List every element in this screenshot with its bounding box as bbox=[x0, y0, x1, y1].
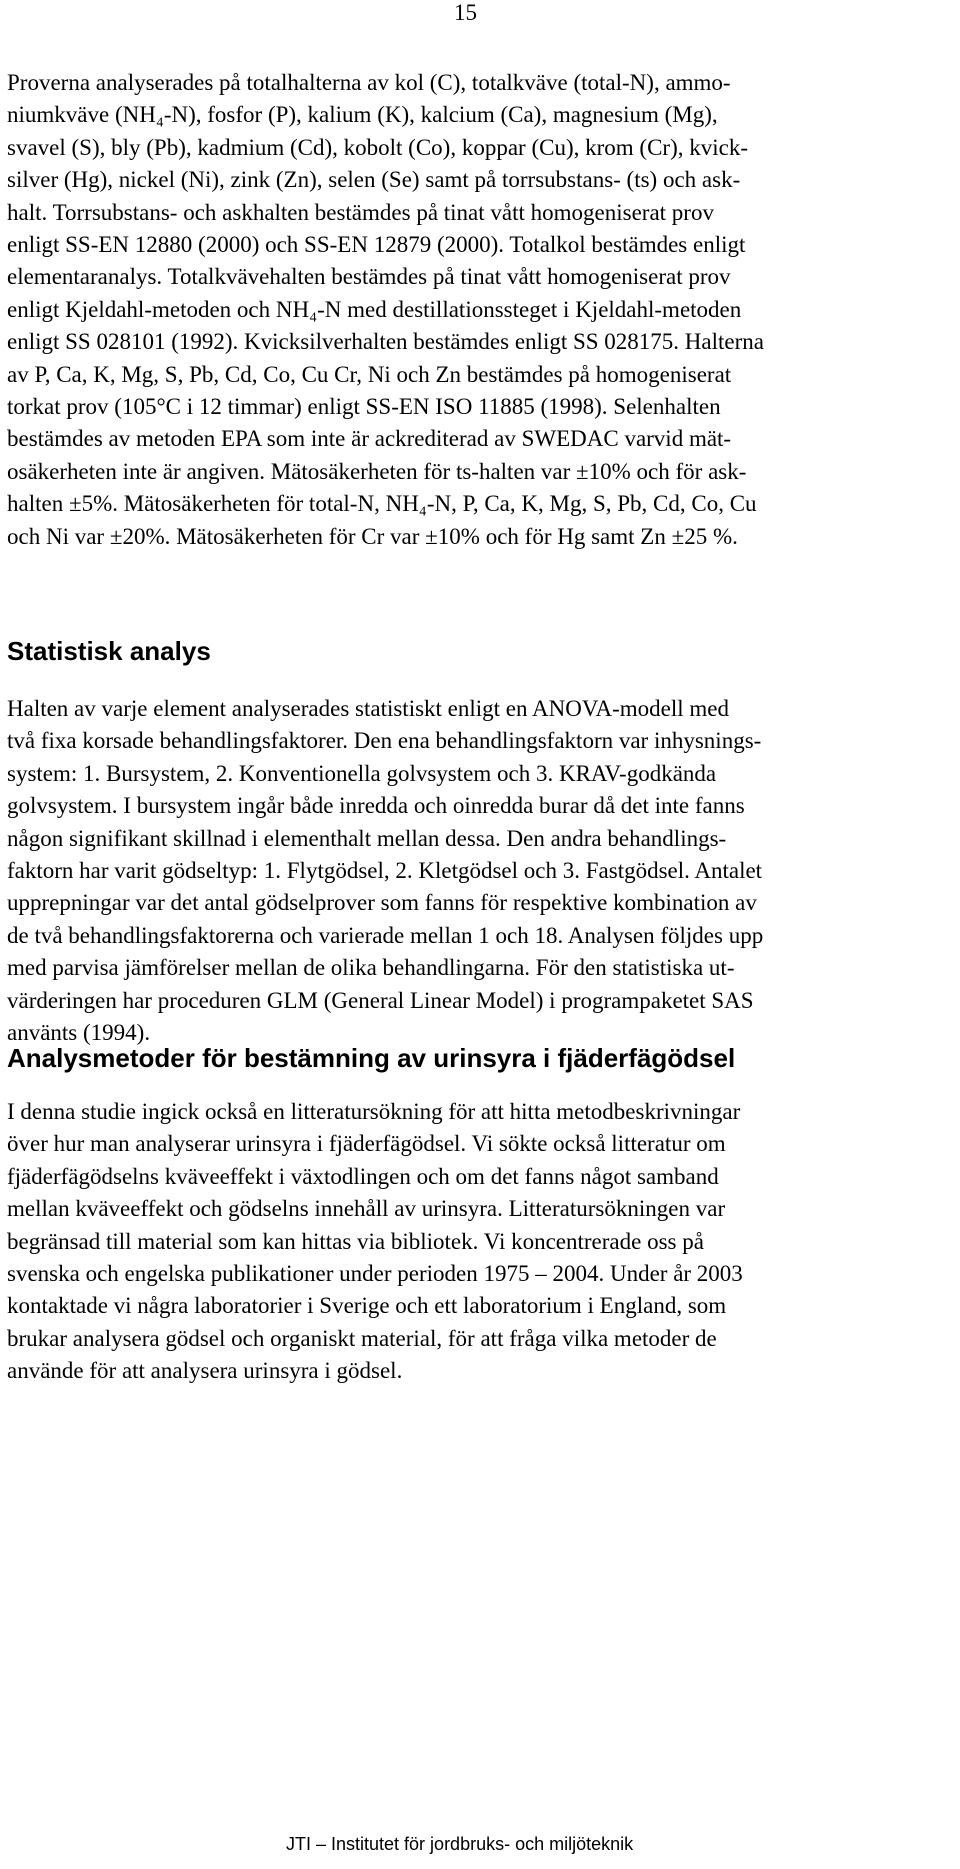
text-line: använde för att analysera urinsyra i gödsel. bbox=[7, 1358, 403, 1384]
text-line: silver (Hg), nickel (Ni), zink (Zn), selen (Se) samt på torrsubstans- (ts) och ask- bbox=[7, 167, 741, 193]
text-line: av P, Ca, K, Mg, S, Pb, Cd, Co, Cu Cr, Ni och Zn bestämdes på homogeniserat bbox=[7, 361, 732, 387]
text-line: system: 1. Bursystem, 2. Konventionella golvsystem och 3. KRAV-godkända bbox=[7, 760, 717, 786]
text-line: begränsad till material som kan hittas via bibliotek. Vi koncentrerade oss på bbox=[7, 1228, 704, 1254]
text-line: över hur man analyserar urinsyra i fjäderfägödsel. Vi sökte också litteratur om bbox=[7, 1131, 726, 1157]
text-line: någon signifikant skillnad i elementhalt mellan dessa. Den andra behandlings- bbox=[7, 825, 727, 851]
section-heading-uric-acid-methods: Analysmetoder för bestämning av urinsyra i fjäderfägödsel bbox=[7, 1043, 736, 1073]
text-line: brukar analysera gödsel och organiskt material, för att fråga vilka metoder de bbox=[7, 1325, 717, 1351]
page-footer: JTI – Institutet för jordbruks- och miljöteknik bbox=[286, 1834, 634, 1854]
text-line: bestämdes av metoden EPA som inte är ackrediterad av SWEDAC varvid mät- bbox=[7, 426, 732, 452]
text-line: elementaranalys. Totalkvävehalten bestämdes på tinat vått homogeniserat prov bbox=[7, 264, 731, 290]
page-number: 15 bbox=[454, 0, 477, 25]
text-line: torkat prov (105°C i 12 timmar) enligt SS-EN ISO 11885 (1998). Selenhalten bbox=[7, 394, 721, 420]
text-line: golvsystem. I bursystem ingår både inredda och oinredda burar då det inte fanns bbox=[7, 793, 745, 819]
text-line: och Ni var ±20%. Mätosäkerheten för Cr var ±10% och för Hg samt Zn ±25 %. bbox=[7, 523, 738, 549]
text-line: enligt SS 028101 (1992). Kvicksilverhalten bestämdes enligt SS 028175. Halterna bbox=[7, 329, 764, 355]
text-line: mellan kväveeffekt och gödselns innehåll av urinsyra. Litteratursökningen var bbox=[7, 1196, 726, 1222]
text-line: upprepningar var det antal gödselprover som fanns för respektive kombination av bbox=[7, 890, 757, 916]
text-line: värderingen har proceduren GLM (General Linear Model) i programpaketet SAS bbox=[7, 987, 754, 1013]
text-line: halten ±5%. Mätosäkerheten för total-N, NH₄-N, P, Ca, K, Mg, S, Pb, Cd, Co, Cu bbox=[7, 491, 757, 517]
text-line: osäkerheten inte är angiven. Mätosäkerheten för ts-halten var ±10% och för ask- bbox=[7, 458, 747, 484]
text-line: med parvisa jämförelser mellan de olika behandlingarna. För den statistiska ut- bbox=[7, 955, 735, 981]
text-line: faktorn har varit gödseltyp: 1. Flytgödsel, 2. Kletgödsel och 3. Fastgödsel. Antalet bbox=[7, 858, 763, 884]
text-line: Proverna analyserades på totalhalterna av kol (C), totalkväve (total-N), ammo- bbox=[7, 70, 731, 95]
text-line: niumkväve (NH₄-N), fosfor (P), kalium (K), kalcium (Ca), magnesium (Mg), bbox=[7, 102, 718, 128]
paragraph-analysis-methods bbox=[7, 67, 947, 553]
text-line: Halten av varje element analyserades statistiskt enligt en ANOVA-modell med bbox=[7, 696, 729, 721]
section-heading-statistics: Statistisk analys bbox=[7, 636, 211, 666]
text-line: svenska och engelska publikationer under perioden 1975 – 2004. Under år 2003 bbox=[7, 1261, 743, 1287]
text-line: fjäderfägödselns kväveeffekt i växtodlingen och om det fanns något samband bbox=[7, 1163, 719, 1189]
text-line: enligt SS-EN 12880 (2000) och SS-EN 12879 (2000). Totalkol bestämdes enligt bbox=[7, 232, 746, 258]
text-line: använts (1994). bbox=[7, 1020, 151, 1046]
text-line: två fixa korsade behandlingsfaktorer. Den ena behandlingsfaktorn var inhysnings- bbox=[7, 728, 762, 754]
text-line: I denna studie ingick också en litteratursökning för att hitta metodbeskrivningar bbox=[7, 1099, 741, 1124]
text-line: halt. Torrsubstans- och askhalten bestämdes på tinat vått homogeniserat prov bbox=[7, 199, 714, 225]
paragraph-statistics bbox=[7, 693, 947, 1049]
text-line: enligt Kjeldahl-metoden och NH₄-N med destillationssteget i Kjeldahl-metoden bbox=[7, 296, 742, 322]
text-line: kontaktade vi några laboratorier i Sverige och ett laboratorium i England, som bbox=[7, 1293, 727, 1319]
text-line: svavel (S), bly (Pb), kadmium (Cd), kobolt (Co), koppar (Cu), krom (Cr), kvick- bbox=[7, 134, 748, 160]
text-line: de två behandlingsfaktorerna och varierade mellan 1 och 18. Analysen följdes upp bbox=[7, 922, 764, 948]
paragraph-uric-acid-methods bbox=[7, 1096, 947, 1388]
